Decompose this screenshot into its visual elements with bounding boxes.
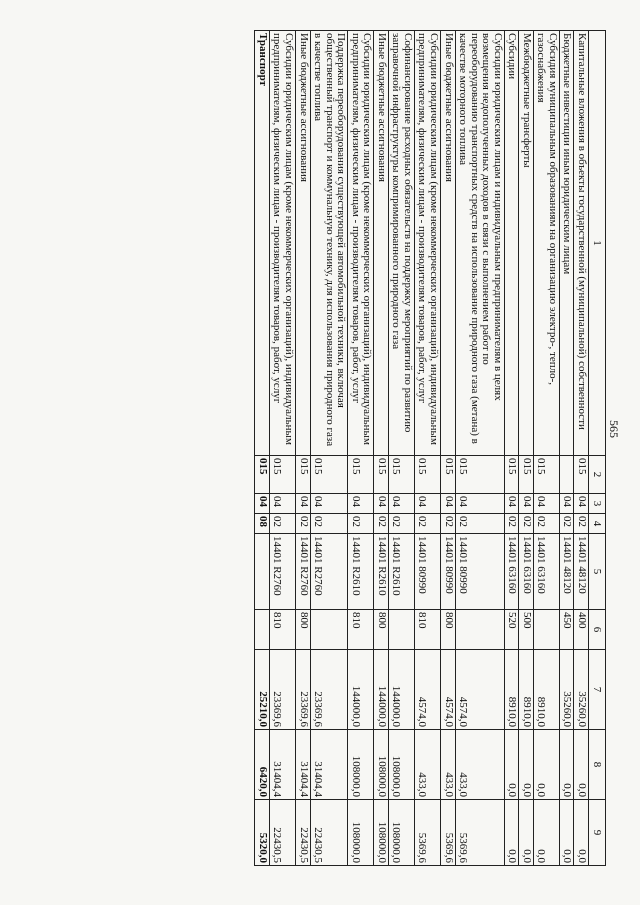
amount-col8-cell: 108000,0 <box>348 730 374 800</box>
table-row-section-total <box>255 31 270 866</box>
header-cell: 6 <box>589 610 606 650</box>
row-name-cell: Бюджетные инвестиции иным юридическим лицам <box>559 31 574 456</box>
target-article-cell: 14401 R2760 <box>269 534 295 610</box>
row-name-cell: Субсидии юридическим лицам (кроме некоммерческих организаций), индивидуальным предпринимателям, физическим лицам - производителям товаров, работ, услуг <box>414 31 440 456</box>
row-name-cell: Субсидии юридическим лицам (кроме некоммерческих организаций), индивидуальным предпринимателям, физическим лицам - производителям товаров, работ, услуг <box>348 31 374 456</box>
table-row <box>310 31 348 866</box>
ministry-code-cell: 015 <box>574 456 589 494</box>
expense-type-cell: 450 <box>559 610 574 650</box>
expense-type-cell: 800 <box>295 610 310 650</box>
header-cell: 2 <box>589 456 606 494</box>
ministry-code-cell: 015 <box>310 456 348 494</box>
subsection-code-cell: 02 <box>310 514 348 534</box>
row-name-cell: Субсидия муниципальным образованиям на организацию электро-, тепло-, газоснабжения <box>533 31 559 456</box>
ministry-code-cell: 015 <box>255 456 270 494</box>
section-code-cell: 04 <box>414 494 440 514</box>
expense-type-cell <box>310 610 348 650</box>
section-code-cell: 04 <box>504 494 519 514</box>
table-row <box>440 31 455 866</box>
row-name-cell: Субсидии <box>504 31 519 456</box>
amount-col7-cell: 4574,0 <box>455 650 504 730</box>
subsection-code-cell: 02 <box>504 514 519 534</box>
subsection-code-cell: 02 <box>295 514 310 534</box>
target-article-cell: 14401 R2760 <box>310 534 348 610</box>
row-name-cell: Поддержка переоборудования существующей автомобильной техники, включая общественный транспорт и коммунальную технику, для использования природного газа в качестве топлива <box>310 31 348 456</box>
subsection-code-cell: 02 <box>348 514 374 534</box>
amount-col9-cell: 5369,6 <box>455 800 504 866</box>
header-cell: 8 <box>589 730 606 800</box>
amount-col8-cell: 31404,4 <box>269 730 295 800</box>
expense-type-cell: 520 <box>504 610 519 650</box>
amount-col8-cell: 108000,0 <box>374 730 389 800</box>
amount-col7-cell: 8910,0 <box>519 650 534 730</box>
amount-col7-cell: 23369,6 <box>269 650 295 730</box>
ministry-code-cell: 015 <box>504 456 519 494</box>
section-code-cell: 04 <box>519 494 534 514</box>
expense-type-cell: 800 <box>440 610 455 650</box>
ministry-code-cell: 015 <box>440 456 455 494</box>
amount-col9-cell: 22430,5 <box>295 800 310 866</box>
table-row <box>574 31 589 866</box>
amount-col7-cell: 144000,0 <box>374 650 389 730</box>
amount-col8-cell: 0,0 <box>504 730 519 800</box>
target-article-cell: 14401 R2610 <box>374 534 389 610</box>
header-cell: 1 <box>589 31 606 456</box>
header-cell: 4 <box>589 514 606 534</box>
subsection-code-cell: 02 <box>559 514 574 534</box>
ministry-code-cell: 015 <box>455 456 504 494</box>
amount-col7-cell: 4574,0 <box>414 650 440 730</box>
ministry-code-cell: 015 <box>519 456 534 494</box>
amount-col7-cell: 35260,0 <box>574 650 589 730</box>
amount-col8-cell: 433,0 <box>414 730 440 800</box>
amount-col9-cell: 5369,6 <box>440 800 455 866</box>
section-code-cell: 04 <box>388 494 414 514</box>
amount-col7-cell: 144000,0 <box>388 650 414 730</box>
table-row <box>269 31 295 866</box>
section-code-cell: 04 <box>559 494 574 514</box>
header-cell: 5 <box>589 534 606 610</box>
ministry-code-cell: 015 <box>374 456 389 494</box>
row-name-cell: Капитальные вложения в объекты государственной (муниципальной) собственности <box>574 31 589 456</box>
section-code-cell: 04 <box>533 494 559 514</box>
target-article-cell: 14401 48120 <box>574 534 589 610</box>
ministry-code-cell: 015 <box>533 456 559 494</box>
table-row <box>348 31 374 866</box>
target-article-cell: 14401 63160 <box>533 534 559 610</box>
target-article-cell: 14401 80990 <box>455 534 504 610</box>
subsection-code-cell: 08 <box>255 514 270 534</box>
header-row <box>589 31 606 866</box>
subsection-code-cell: 02 <box>574 514 589 534</box>
row-name-cell: Софинансирование расходных обязательств на поддержку мероприятий по развитию заправочной инфраструктуры компримированного природного газа <box>388 31 414 456</box>
amount-col7-cell: 4574,0 <box>440 650 455 730</box>
expense-type-cell: 500 <box>519 610 534 650</box>
amount-col9-cell: 108000,0 <box>374 800 389 866</box>
table-row <box>504 31 519 866</box>
section-code-cell: 04 <box>295 494 310 514</box>
amount-col8-cell: 433,0 <box>440 730 455 800</box>
amount-col7-cell: 35260,0 <box>559 650 574 730</box>
subsection-code-cell: 02 <box>388 514 414 534</box>
amount-col7-cell: 8910,0 <box>533 650 559 730</box>
target-article-cell: 14401 80990 <box>440 534 455 610</box>
target-article-cell <box>255 534 270 610</box>
amount-col9-cell: 22430,5 <box>310 800 348 866</box>
amount-col8-cell: 6420,0 <box>255 730 270 800</box>
section-code-cell: 04 <box>255 494 270 514</box>
subsection-code-cell: 02 <box>414 514 440 534</box>
table-row <box>414 31 440 866</box>
table-row <box>559 31 574 866</box>
amount-col9-cell: 5369,6 <box>414 800 440 866</box>
ministry-code-cell: 015 <box>388 456 414 494</box>
row-name-cell: Транспорт <box>255 31 270 456</box>
amount-col7-cell: 23369,6 <box>295 650 310 730</box>
expense-type-cell <box>388 610 414 650</box>
amount-col7-cell: 144000,0 <box>348 650 374 730</box>
amount-col9-cell: 0,0 <box>574 800 589 866</box>
table-row <box>519 31 534 866</box>
amount-col7-cell: 25210,0 <box>255 650 270 730</box>
target-article-cell: 14401 80990 <box>414 534 440 610</box>
table-row <box>374 31 389 866</box>
ministry-code-cell: 015 <box>348 456 374 494</box>
ministry-code-cell <box>559 456 574 494</box>
subsection-code-cell: 02 <box>533 514 559 534</box>
target-article-cell: 14401 R2610 <box>388 534 414 610</box>
expense-type-cell: 810 <box>348 610 374 650</box>
amount-col9-cell: 22430,5 <box>269 800 295 866</box>
amount-col7-cell: 8910,0 <box>504 650 519 730</box>
amount-col9-cell: 0,0 <box>533 800 559 866</box>
header-cell: 3 <box>589 494 606 514</box>
row-name-cell: Субсидии юридическим лицам (кроме некоммерческих организаций), индивидуальным предпринимателям, физическим лицам - производителям товаров, работ, услуг <box>269 31 295 456</box>
expense-type-cell: 810 <box>414 610 440 650</box>
section-code-cell: 04 <box>269 494 295 514</box>
section-code-cell: 04 <box>455 494 504 514</box>
ministry-code-cell: 015 <box>269 456 295 494</box>
expense-type-cell <box>455 610 504 650</box>
header-cell: 7 <box>589 650 606 730</box>
row-name-cell: Межбюджетные трансферты <box>519 31 534 456</box>
amount-col9-cell: 108000,0 <box>348 800 374 866</box>
expense-type-cell: 800 <box>374 610 389 650</box>
budget-table <box>254 30 606 866</box>
target-article-cell: 14401 63160 <box>519 534 534 610</box>
table-row <box>295 31 310 866</box>
ministry-code-cell: 015 <box>414 456 440 494</box>
section-code-cell: 04 <box>374 494 389 514</box>
expense-type-cell <box>255 610 270 650</box>
amount-col9-cell: 0,0 <box>504 800 519 866</box>
amount-col7-cell: 23369,6 <box>310 650 348 730</box>
amount-col9-cell: 5320,0 <box>255 800 270 866</box>
subsection-code-cell: 02 <box>374 514 389 534</box>
amount-col8-cell: 0,0 <box>559 730 574 800</box>
target-article-cell: 14401 R2610 <box>348 534 374 610</box>
page-number: 565 <box>607 420 621 438</box>
amount-col9-cell: 0,0 <box>519 800 534 866</box>
expense-type-cell: 810 <box>269 610 295 650</box>
row-name-cell: Иные бюджетные ассигнования <box>440 31 455 456</box>
expense-type-cell: 400 <box>574 610 589 650</box>
subsection-code-cell: 02 <box>269 514 295 534</box>
table-row <box>533 31 559 866</box>
row-name-cell: Иные бюджетные ассигнования <box>295 31 310 456</box>
amount-col8-cell: 433,0 <box>455 730 504 800</box>
ministry-code-cell: 015 <box>295 456 310 494</box>
amount-col8-cell: 31404,4 <box>310 730 348 800</box>
amount-col9-cell: 0,0 <box>559 800 574 866</box>
amount-col9-cell: 108000,0 <box>388 800 414 866</box>
table-row <box>388 31 414 866</box>
amount-col8-cell: 31404,4 <box>295 730 310 800</box>
amount-col8-cell: 108000,0 <box>388 730 414 800</box>
subsection-code-cell: 02 <box>519 514 534 534</box>
amount-col8-cell: 0,0 <box>574 730 589 800</box>
section-code-cell: 04 <box>310 494 348 514</box>
expense-type-cell <box>533 610 559 650</box>
section-code-cell: 04 <box>440 494 455 514</box>
header-cell: 9 <box>589 800 606 866</box>
row-name-cell: Иные бюджетные ассигнования <box>374 31 389 456</box>
target-article-cell: 14401 R2760 <box>295 534 310 610</box>
subsection-code-cell: 02 <box>440 514 455 534</box>
row-name-cell: Субсидии юридическим лицам и индивидуальным предпринимателям в целях возмещения недополученных доходов в связи с выполнением работ по переоборудованию транспортных средств на использование природного газа (метана) в качестве моторного топлива <box>455 31 504 456</box>
table-row <box>455 31 504 866</box>
amount-col8-cell: 0,0 <box>519 730 534 800</box>
target-article-cell: 14401 63160 <box>504 534 519 610</box>
subsection-code-cell: 02 <box>455 514 504 534</box>
target-article-cell: 14401 48120 <box>559 534 574 610</box>
section-code-cell: 04 <box>348 494 374 514</box>
amount-col8-cell: 0,0 <box>533 730 559 800</box>
section-code-cell: 04 <box>574 494 589 514</box>
